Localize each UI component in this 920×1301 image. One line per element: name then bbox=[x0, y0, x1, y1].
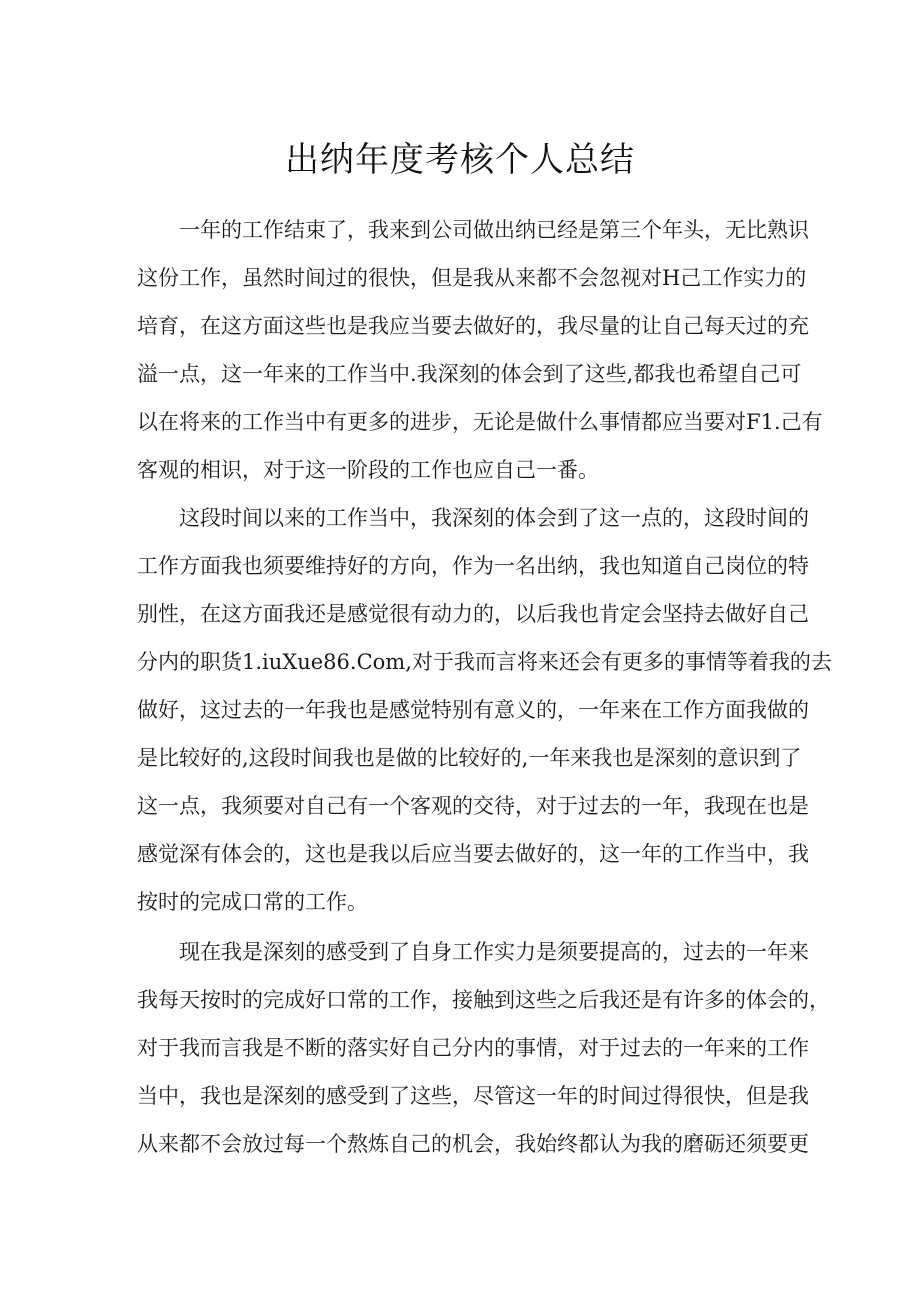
document-title: 出纳年度考核个人总结 bbox=[285, 140, 635, 180]
paragraph-3-line-1: 现在我是深刻的感受到了自身工作实力是须要提高的，过去的一年来 bbox=[179, 940, 809, 964]
paragraph-3-line-5: 从来都不会放过每一个熬炼自己的机会，我始终都认为我的磨砺还须要更 bbox=[137, 1132, 809, 1156]
paragraph-2-line-3: 别性，在这方面我还是感觉很有动力的，以后我也肯定会坚持去做好自己 bbox=[137, 602, 809, 626]
paragraph-2-line-1: 这段时间以来的工作当中，我深刻的体会到了这一点的，这段时间的 bbox=[179, 506, 809, 530]
paragraph-2-line-8: 感觉深有体会的，这也是我以后应当要去做好的，这一年的工作当中，我 bbox=[137, 842, 809, 866]
paragraph-2-line-4: 分内的职货1.iuXue86.Com,对于我而言将来还会有更多的事情等着我的去 bbox=[137, 650, 832, 674]
paragraph-3-line-4: 当中，我也是深刻的感受到了这些，尽管这一年的时间过得很快，但是我 bbox=[137, 1084, 809, 1108]
paragraph-1-line-2: 这份工作，虽然时间过的很快，但是我从来都不会忽视对H己工作实力的 bbox=[137, 266, 807, 290]
paragraph-1-line-5: 以在将来的工作当中有更多的进步，无论是做什么事情都应当要对F1.己有 bbox=[137, 410, 823, 434]
paragraph-1-line-4: 溢一点，这一年来的工作当中.我深刻的体会到了这些,都我也希望自己可 bbox=[137, 362, 802, 386]
paragraph-1-line-3: 培育，在这方面这些也是我应当要去做好的，我尽量的让自己每天过的充 bbox=[137, 314, 809, 338]
paragraph-2-line-6: 是比较好的,这段时间我也是做的比较好的,一年来我也是深刻的意识到了 bbox=[137, 746, 802, 770]
paragraph-2-line-7: 这一点，我须要对自己有一个客观的交待，对于过去的一年，我现在也是 bbox=[137, 794, 809, 818]
paragraph-2-line-2: 工作方面我也须要维持好的方向，作为一名出纳，我也知道自己岗位的特 bbox=[137, 554, 809, 578]
paragraph-1-line-6: 客观的相识，对于这一阶段的工作也应自己一番。 bbox=[137, 458, 599, 482]
paragraph-1-line-1: 一年的工作结束了，我来到公司做出纳已经是第三个年头，无比熟识 bbox=[179, 218, 809, 242]
paragraph-3-line-3: 对于我而言我是不断的落实好自己分内的事情，对于过去的一年来的工作 bbox=[137, 1036, 809, 1060]
paragraph-2-line-5: 做好，这过去的一年我也是感觉特别有意义的，一年来在工作方面我做的 bbox=[137, 698, 809, 722]
paragraph-3-line-2: 我每天按时的完成好口常的工作，接触到这些之后我还是有许多的体会的， bbox=[137, 988, 830, 1012]
paragraph-2-line-9: 按时的完成口常的工作。 bbox=[137, 890, 368, 914]
